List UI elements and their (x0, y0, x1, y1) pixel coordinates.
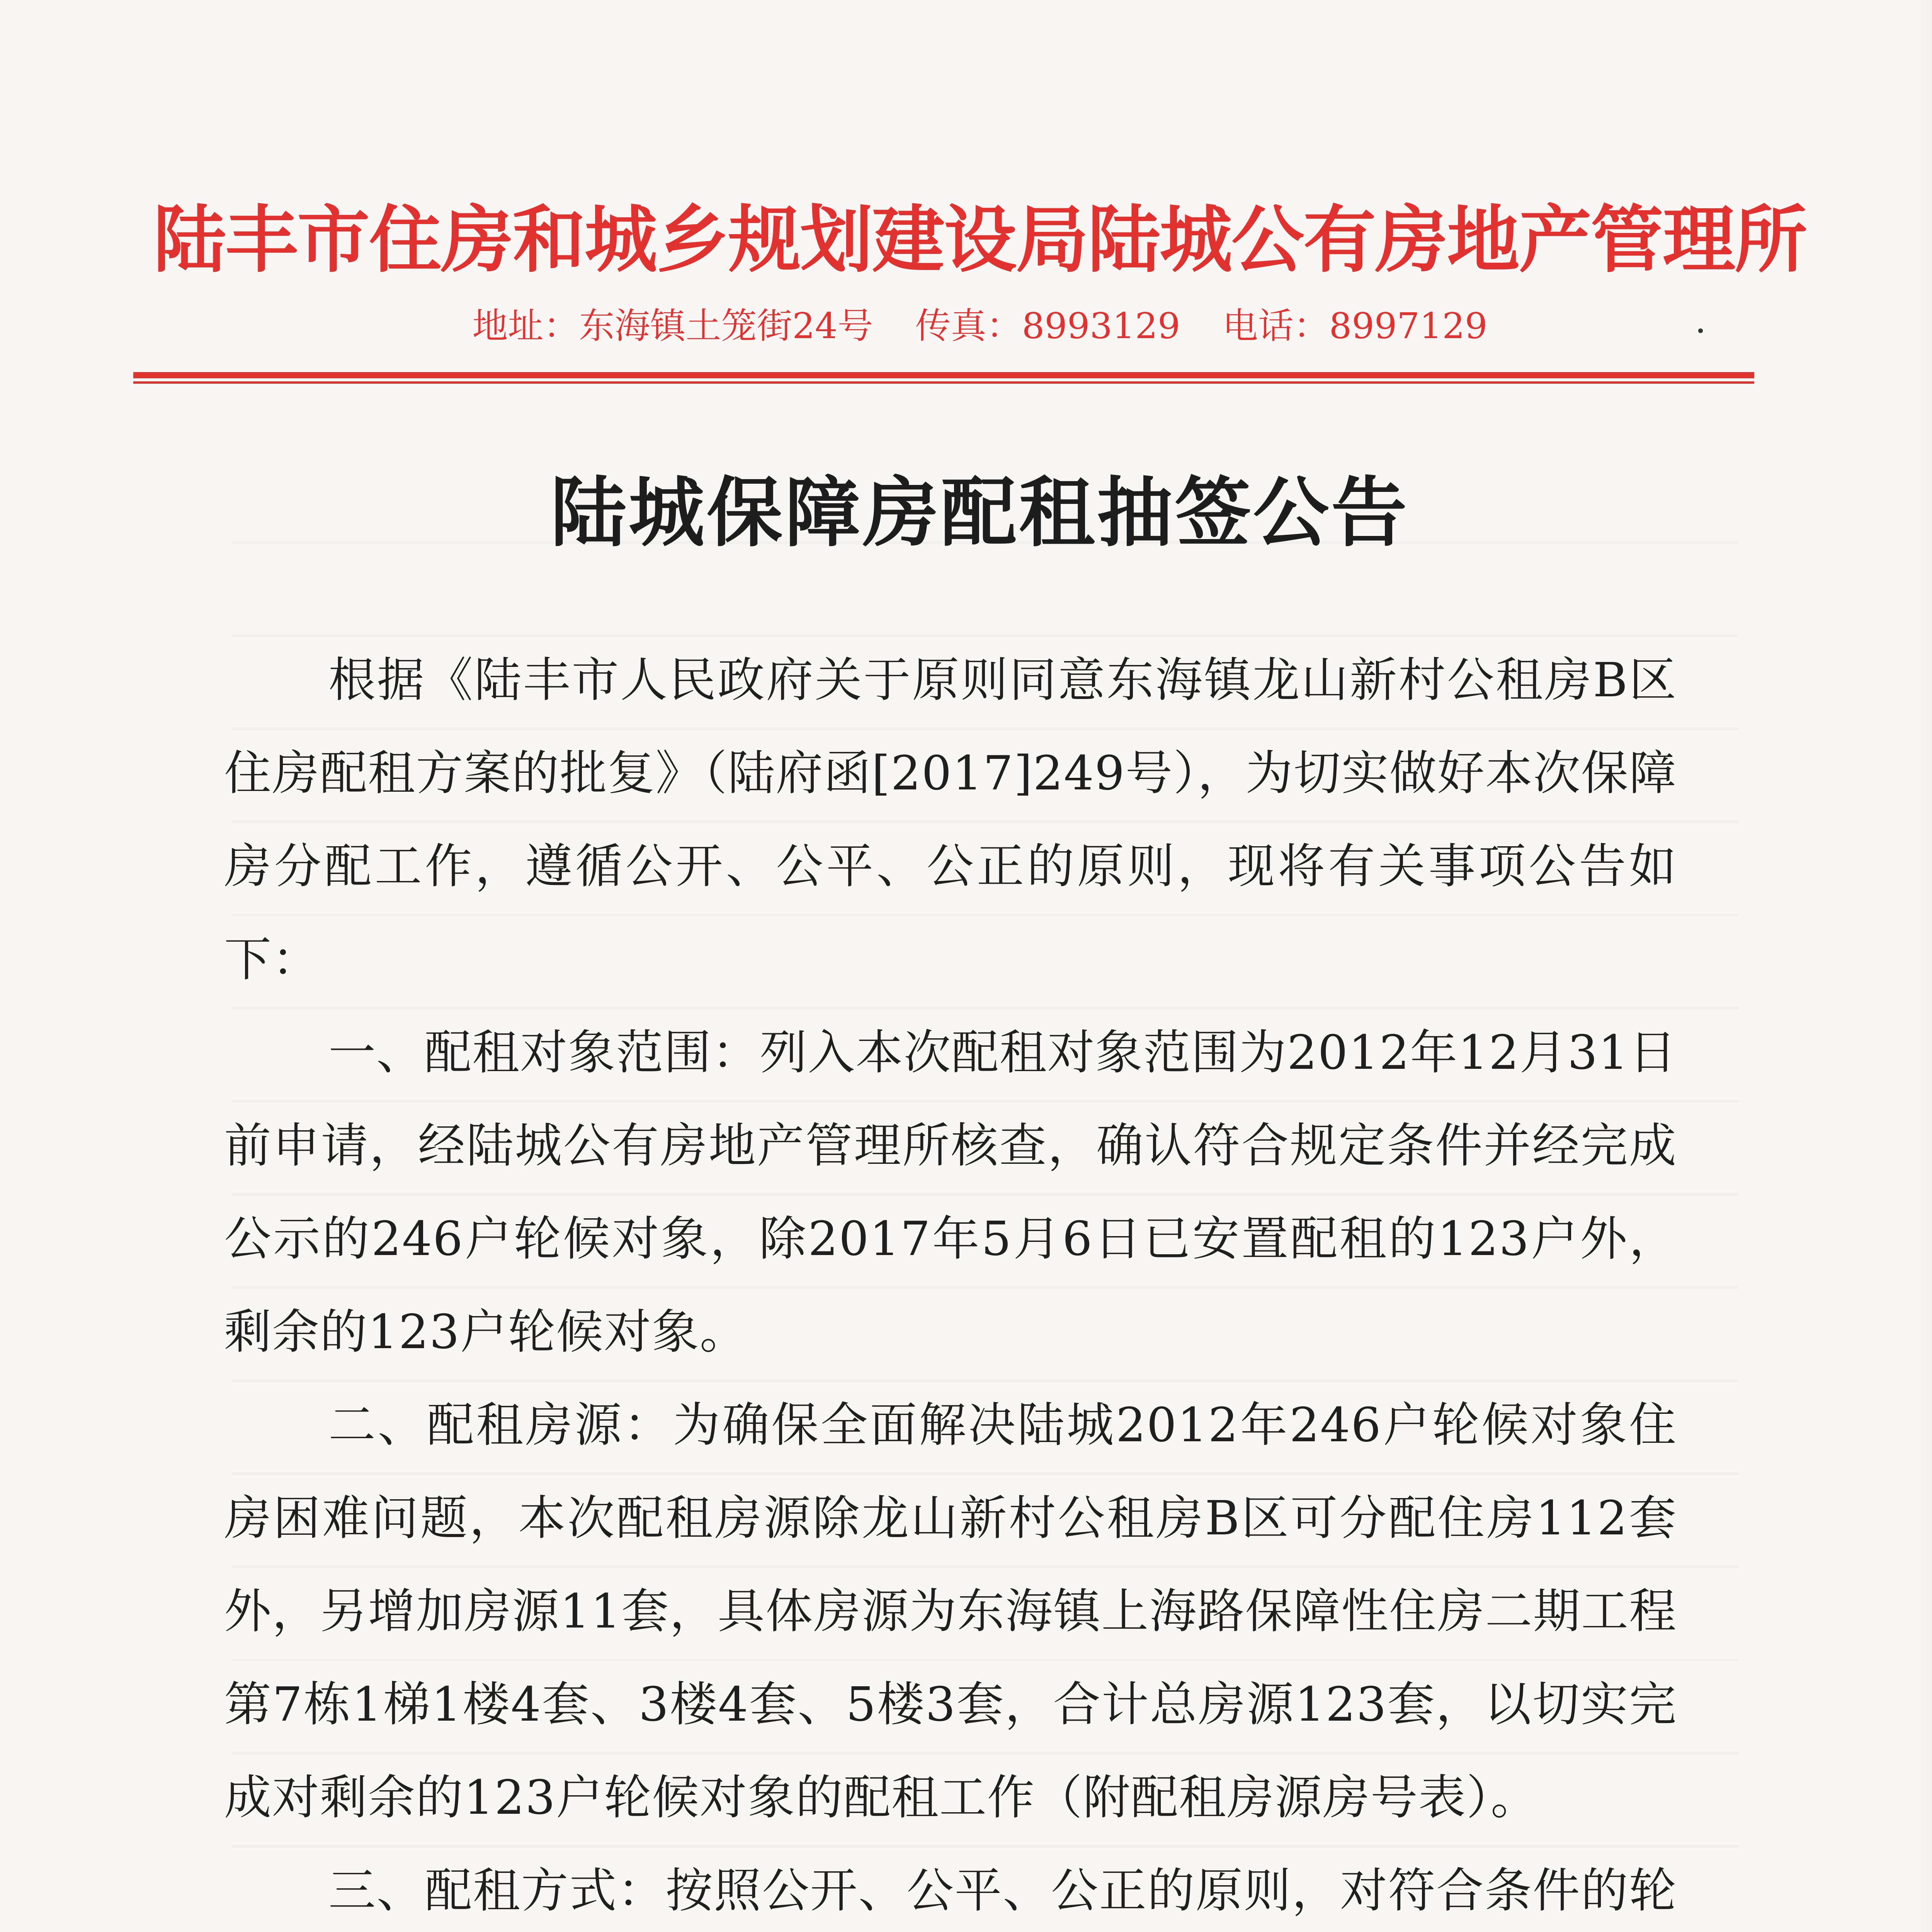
letterhead-rule-thick (133, 372, 1754, 378)
letterhead-rule-thin (133, 381, 1754, 384)
stray-mark (1698, 328, 1703, 333)
document-title: 陆城保障房配租抽签公告 (550, 468, 1409, 557)
paragraph-scope: 一、配租对象范围：列入本次配租对象范围为2012年12月31日前申请，经陆城公有房地产管理所核查，确认符合规定条件并经完成公示的246户轮候对象，除2017年5月6日已安置配租的123户外，剩余的123户轮候对象。 (224, 1025, 1677, 1359)
paragraph-method: 三、配租方式：按照公开、公平、公正的原则，对符合条件的轮 (328, 1863, 1677, 1918)
letterhead-phone: 电话：8997129 (1222, 305, 1488, 347)
paragraph-housing-source: 二、配租房源：为确保全面解决陆城2012年246户轮候对象住房困难问题，本次配租房源除龙山新村公租房B区可分配住房112套外，另增加房源11套，具体房源为东海镇上海路保障性住房二期工程第7栋1梯1楼4套、3楼4套、5楼3套，合计总房源123套，以切实完成对剩余的123户轮候对象的配租工作（附配租房源房号表）。 (224, 1398, 1677, 1825)
letterhead-fax: 传真：8993129 (915, 305, 1180, 347)
document-body (224, 634, 1677, 1932)
paragraph-intro: 根据《陆丰市人民政府关于原则同意东海镇龙山新村公租房B区住房配租方案的批复》（陆府函[2017]249号），为切实做好本次保障房分配工作，遵循公开、公平、公正的原则，现将有关事项公告如下： (224, 653, 1677, 987)
letterhead-address: 地址：东海镇土笼街24号 (472, 305, 873, 347)
page-edge-shadow (1913, 0, 1932, 1932)
letterhead-contact (0, 298, 1932, 349)
letterhead-organization: 陆丰市住房和城乡规划建设局陆城公有房地产管理所 (153, 197, 1806, 282)
